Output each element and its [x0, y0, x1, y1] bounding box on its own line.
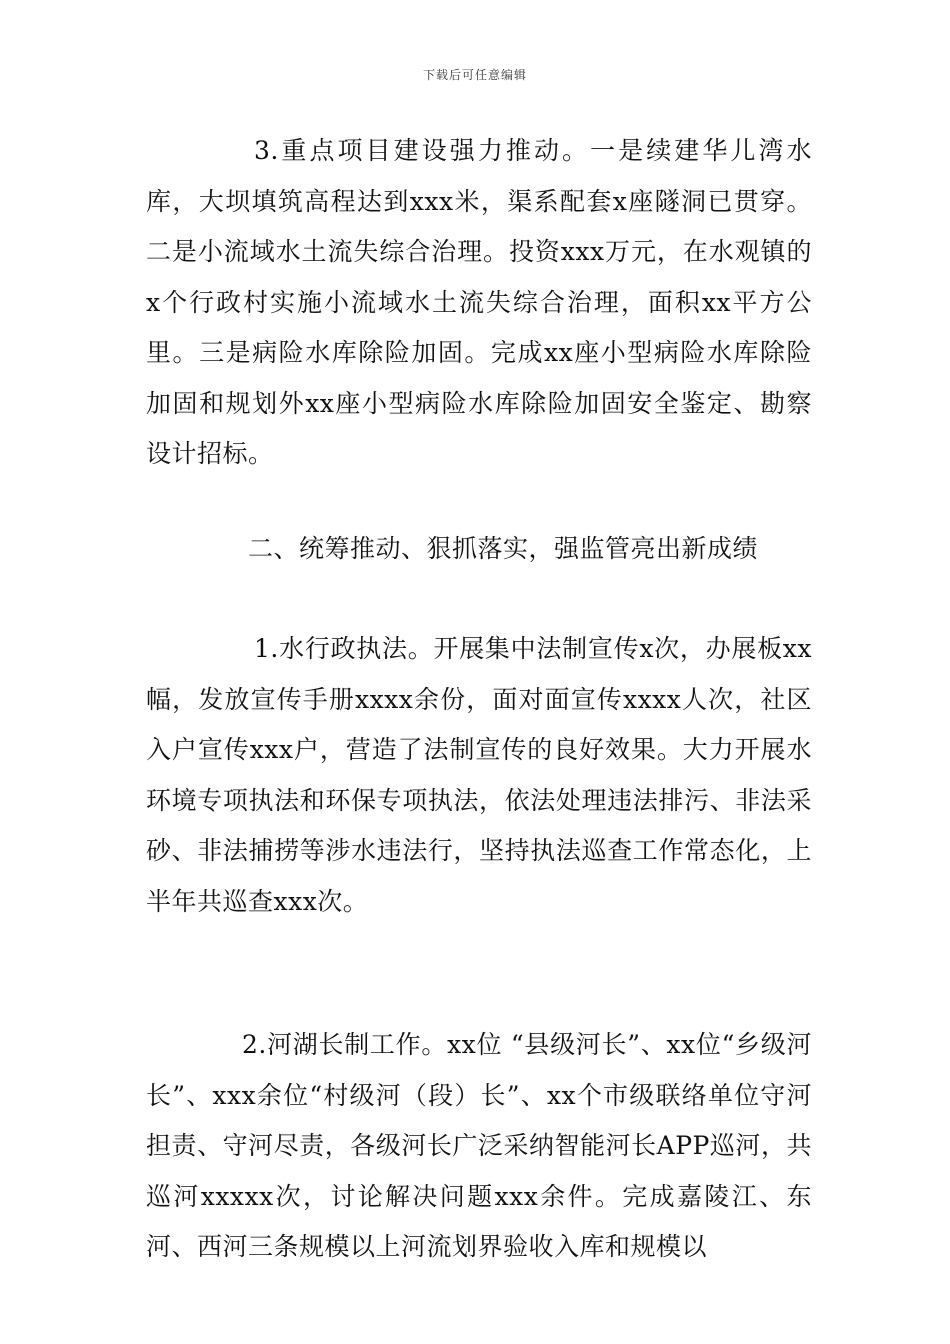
header-note: 下载后可任意编辑	[422, 68, 527, 82]
section-heading-block	[0, 524, 950, 574]
paragraph-river-chief-system: 2.河湖长制工作。xx位 “县级河长”、xx位“乡级河长”、xxx余位“村级河（段）长”、xx个市级联络单位守河担责、守河尽责，各级河长广泛采纳智能河长APP巡河，共巡河xxxxx次，讨论解决问题xxx余件。完成嘉陵江、东河、西河三条规模以上河流划界验收入库和规模以	[146, 1030, 812, 1261]
section-heading: 二、统筹推动、狠抓落实，强监管亮出新成绩	[247, 534, 758, 563]
paragraph-water-law-enforcement: 1.水行政执法。开展集中法制宣传x次，办展板xx幅，发放宣传手册xxxx余份，面对面宣传xxxx人次，社区入户宣传xxx户，营造了法制宣传的良好效果。大力开展水环境专项执法和环保专项执法，依法处理违法排污、非法采砂、非法捕捞等涉水违法行，坚持执法巡查工作常态化，上半年共巡查xxx次。	[146, 634, 812, 916]
paragraph-block-1	[146, 126, 812, 480]
paragraph-block-2	[146, 624, 812, 927]
paragraph-block-3	[146, 1020, 812, 1273]
paragraph-key-projects: 3.重点项目建设强力推动。一是续建华儿湾水库，大坝填筑高程达到xxx米，渠系配套x座隧洞已贯穿。二是小流域水土流失综合治理。投资xxx万元，在水观镇的x个行政村实施小流域水土流失综合治理，面积xx平方公里。三是病险水库除险加固。完成xx座小型病险水库除险加固和规划外xx座小型病险水库除险加固安全鉴定、勘察设计招标。	[146, 136, 812, 468]
